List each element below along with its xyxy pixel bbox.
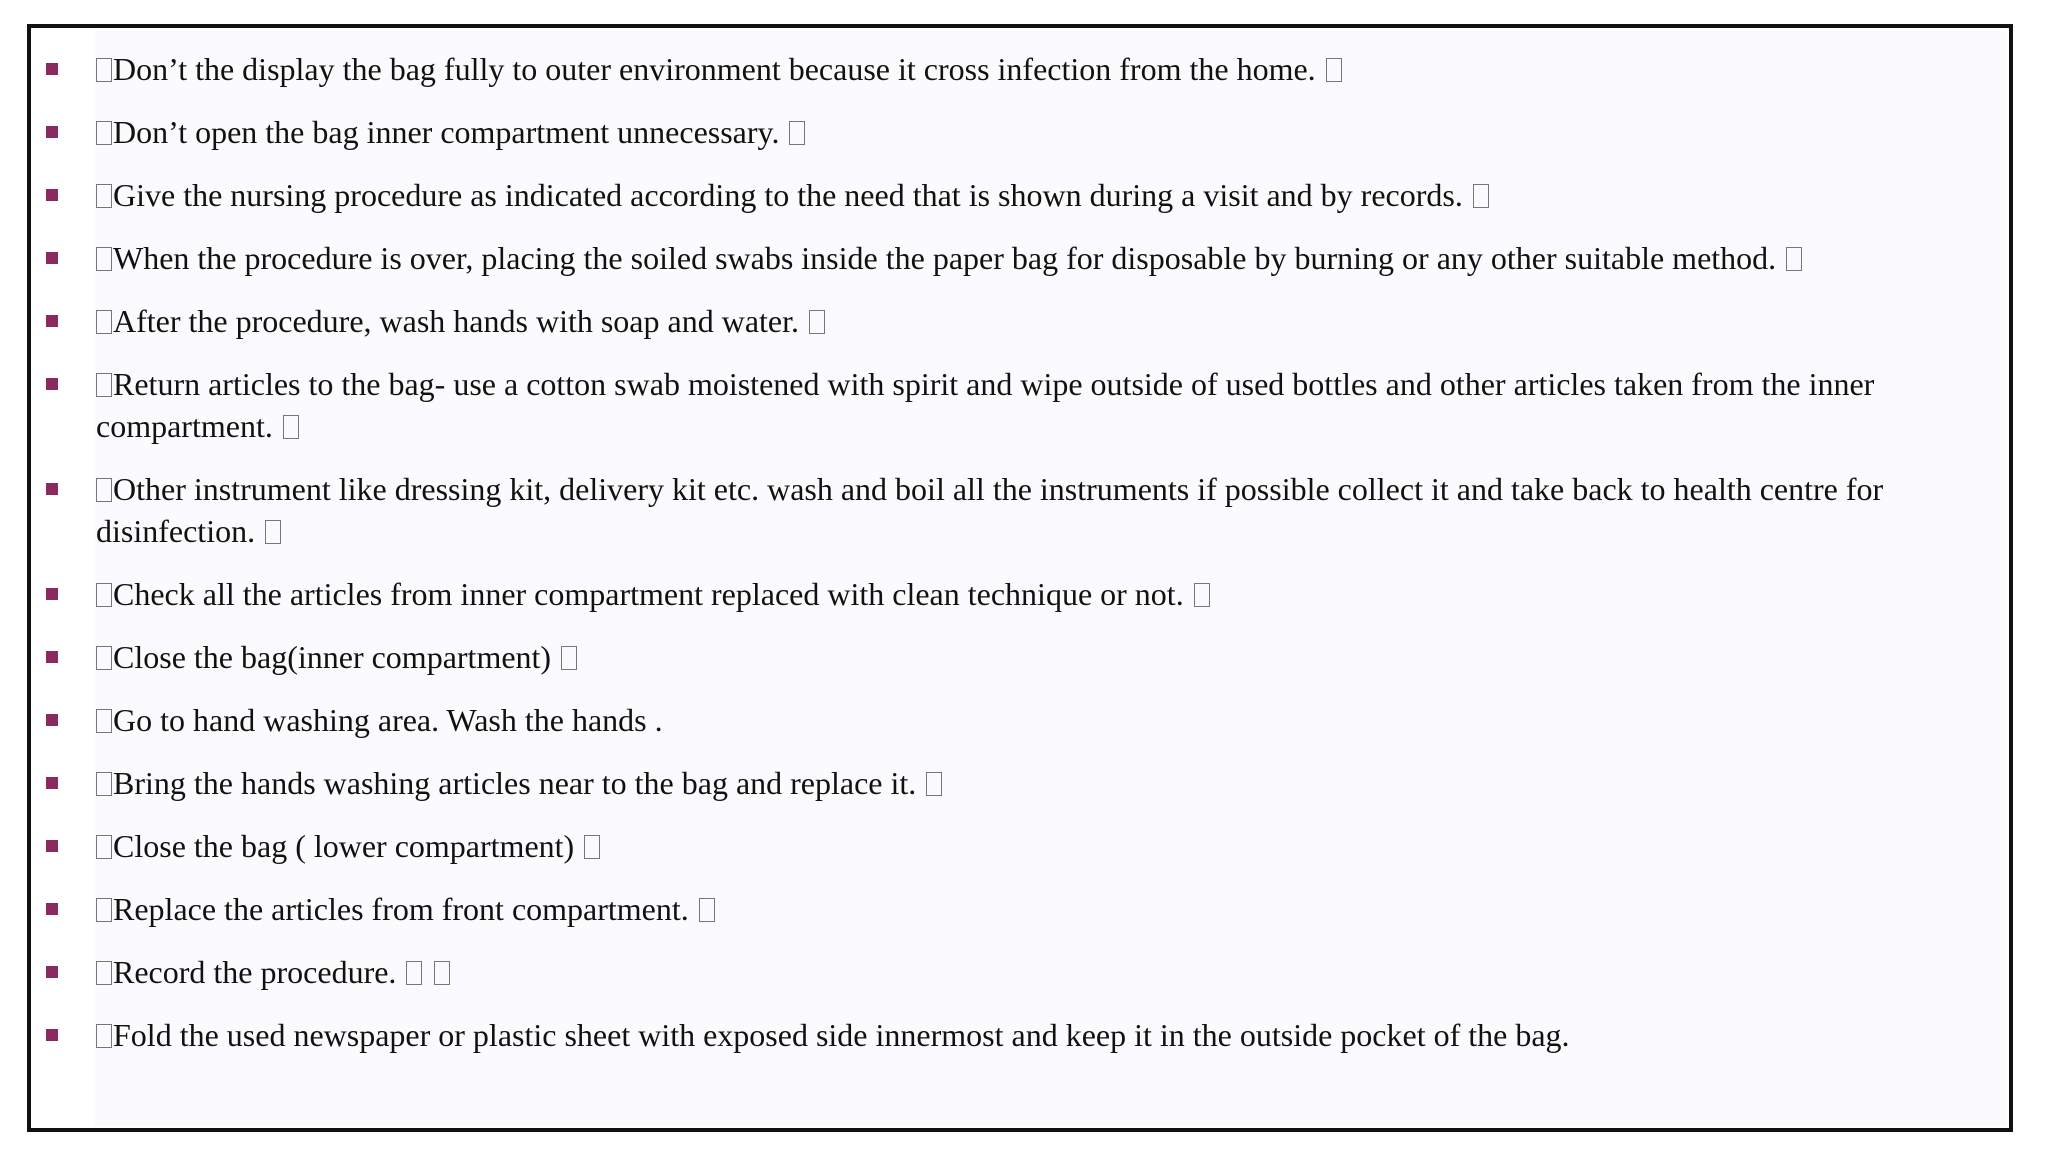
missing-glyph-icon bbox=[96, 310, 112, 334]
missing-glyph-icon bbox=[96, 1024, 112, 1048]
list-item-text: Check all the articles from inner compartment replaced with clean technique or not. bbox=[113, 576, 1184, 612]
missing-glyph-icon bbox=[96, 709, 112, 733]
list-item-text: Other instrument like dressing kit, delivery kit etc. wash and boil all the instruments if possible collect it and take back to health centre for disinfection. bbox=[96, 471, 1884, 549]
missing-glyph-icon bbox=[434, 961, 450, 985]
list-item bbox=[40, 111, 2000, 153]
missing-glyph-icon bbox=[265, 520, 281, 544]
missing-glyph-icon bbox=[1473, 184, 1489, 208]
square-bullet-icon bbox=[46, 63, 58, 75]
missing-glyph-icon bbox=[1326, 58, 1342, 82]
list-item bbox=[40, 762, 2000, 804]
missing-glyph-icon bbox=[96, 583, 112, 607]
list-item-text: When the procedure is over, placing the soiled swabs inside the paper bag for disposable by burning or any other suitable method. bbox=[113, 240, 1777, 276]
list-item bbox=[40, 825, 2000, 867]
square-bullet-icon bbox=[46, 840, 58, 852]
missing-glyph-icon bbox=[96, 184, 112, 208]
missing-glyph-icon bbox=[1194, 583, 1210, 607]
missing-glyph-icon bbox=[96, 898, 112, 922]
missing-glyph-icon bbox=[809, 310, 825, 334]
list-item-text: Don’t the display the bag fully to outer environment because it cross infection from the home. bbox=[113, 51, 1316, 87]
missing-glyph-icon bbox=[96, 961, 112, 985]
square-bullet-icon bbox=[46, 189, 58, 201]
list-item-text: Bring the hands washing articles near to the bag and replace it. bbox=[113, 765, 917, 801]
missing-glyph-icon bbox=[96, 121, 112, 145]
missing-glyph-icon bbox=[96, 247, 112, 271]
list-item-text: Give the nursing procedure as indicated according to the need that is shown during a visit and by records. bbox=[113, 177, 1463, 213]
list-item bbox=[40, 300, 2000, 342]
missing-glyph-icon bbox=[96, 772, 112, 796]
square-bullet-icon bbox=[46, 903, 58, 915]
square-bullet-icon bbox=[46, 315, 58, 327]
square-bullet-icon bbox=[46, 126, 58, 138]
list-item-text: After the procedure, wash hands with soap and water. bbox=[113, 303, 799, 339]
missing-glyph-icon bbox=[699, 898, 715, 922]
list-item bbox=[40, 237, 2000, 279]
list-item-text: Close the bag(inner compartment) bbox=[113, 639, 552, 675]
missing-glyph-icon bbox=[283, 415, 299, 439]
list-item bbox=[40, 468, 2000, 552]
missing-glyph-icon bbox=[96, 478, 112, 502]
list-item-text: Don’t open the bag inner compartment unnecessary. bbox=[113, 114, 780, 150]
missing-glyph-icon bbox=[584, 835, 600, 859]
missing-glyph-icon bbox=[1786, 247, 1802, 271]
list-item-text: Fold the used newspaper or plastic sheet with exposed side innermost and keep it in the outside pocket of the bag. bbox=[113, 1017, 1570, 1053]
square-bullet-icon bbox=[46, 483, 58, 495]
list-item-text: Record the procedure. bbox=[113, 954, 397, 990]
missing-glyph-icon bbox=[561, 646, 577, 670]
missing-glyph-icon bbox=[926, 772, 942, 796]
list-item-text: Go to hand washing area. Wash the hands . bbox=[113, 702, 663, 738]
square-bullet-icon bbox=[46, 651, 58, 663]
list-item bbox=[40, 573, 2000, 615]
list-item bbox=[40, 636, 2000, 678]
list-item bbox=[40, 363, 2000, 447]
list-item-text: Return articles to the bag- use a cotton swab moistened with spirit and wipe outside of used bottles and other articles taken from the inner compartment. bbox=[96, 366, 1875, 444]
list-item bbox=[40, 48, 2000, 90]
square-bullet-icon bbox=[46, 714, 58, 726]
list-item bbox=[40, 951, 2000, 993]
square-bullet-icon bbox=[46, 252, 58, 264]
missing-glyph-icon bbox=[96, 835, 112, 859]
list-item bbox=[40, 1014, 2000, 1056]
missing-glyph-icon bbox=[96, 646, 112, 670]
list-item bbox=[40, 174, 2000, 216]
list-item bbox=[40, 699, 2000, 741]
missing-glyph-icon bbox=[96, 373, 112, 397]
list-item bbox=[40, 888, 2000, 930]
missing-glyph-icon bbox=[789, 121, 805, 145]
square-bullet-icon bbox=[46, 966, 58, 978]
missing-glyph-icon bbox=[406, 961, 422, 985]
square-bullet-icon bbox=[46, 1029, 58, 1041]
square-bullet-icon bbox=[46, 777, 58, 789]
missing-glyph-icon bbox=[96, 58, 112, 82]
list-item-text: Close the bag ( lower compartment) bbox=[113, 828, 575, 864]
square-bullet-icon bbox=[46, 588, 58, 600]
square-bullet-icon bbox=[46, 378, 58, 390]
list-item-text: Replace the articles from front compartment. bbox=[113, 891, 689, 927]
bullet-list bbox=[40, 48, 2000, 1077]
